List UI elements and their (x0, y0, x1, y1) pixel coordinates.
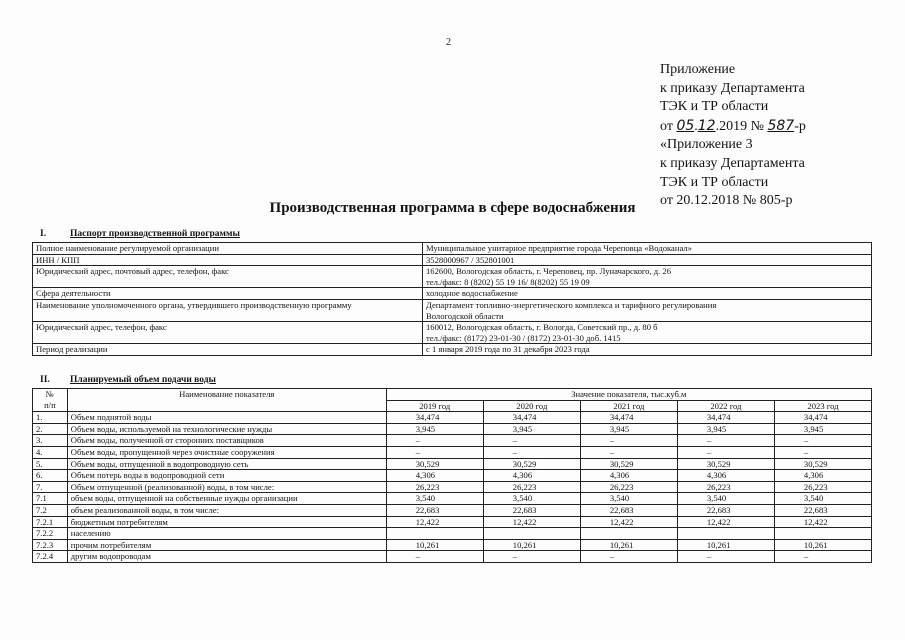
value-cell (483, 470, 580, 482)
value-cell (386, 493, 483, 505)
table-row (33, 551, 872, 563)
value-text: 3,945 (415, 423, 436, 434)
value-text: – (803, 551, 809, 562)
value-text: 3,945 (706, 423, 727, 434)
passport-value-line: 3528000967 / 352801001 (426, 254, 515, 265)
value-cell (774, 516, 871, 528)
passport-label: Сфера деятельности (33, 288, 423, 300)
value-text: – (803, 446, 809, 457)
value-cell (677, 458, 774, 470)
value-cell (580, 516, 677, 528)
value-text: – (803, 435, 809, 446)
value-text: – (706, 551, 712, 562)
value-cell (483, 528, 580, 540)
document-title: Производственная программа в сфере водоснабжения (269, 200, 636, 216)
passport-value-line: Муниципальное унитарное предприятие города Череповца «Водоканал» (426, 243, 692, 253)
value-text: 10,261 (512, 539, 537, 550)
value-cell (677, 481, 774, 493)
passport-value (423, 243, 872, 255)
appendix-line: от 20.12.2018 № 805-р (660, 193, 793, 209)
value-text: 10,261 (706, 539, 731, 550)
row-name: населению (67, 528, 386, 540)
value-text: 26,223 (512, 481, 537, 492)
value-cell (774, 551, 871, 563)
appendix-line: «Приложение 3 (660, 137, 753, 153)
value-text: 12,422 (803, 516, 828, 527)
value-cell (483, 458, 580, 470)
passport-row (33, 344, 872, 356)
value-cell (774, 528, 871, 540)
row-number: 6. (33, 470, 68, 482)
value-cell (677, 493, 774, 505)
header-num-top: № (45, 389, 54, 399)
value-cell (386, 423, 483, 435)
date-prefix: от (660, 118, 673, 134)
passport-row (33, 322, 872, 344)
value-cell (774, 539, 871, 551)
value-cell (774, 446, 871, 458)
value-text: 12,422 (609, 516, 634, 527)
section-title: Паспорт производственной программы (70, 229, 240, 239)
value-cell (774, 423, 871, 435)
value-cell (580, 458, 677, 470)
section-number: II. (40, 375, 50, 385)
column-header-year: 2023 год (774, 400, 871, 412)
value-text: 3,540 (609, 493, 630, 504)
value-text: 4,306 (609, 470, 630, 481)
value-cell (580, 528, 677, 540)
value-text: 30,529 (706, 458, 731, 469)
value-text: – (609, 435, 615, 446)
value-cell (580, 470, 677, 482)
passport-row (33, 299, 872, 321)
value-text: 12,422 (512, 516, 537, 527)
row-name: Объем воды, используемой на технологические нужды (67, 423, 386, 435)
row-number: 3. (33, 435, 68, 447)
appendix-block (660, 61, 806, 211)
appendix-line: ТЭК и ТР области (660, 174, 769, 190)
value-text: – (512, 446, 518, 457)
column-header-year: 2021 год (580, 400, 677, 412)
value-cell (483, 435, 580, 447)
page-number: 2 (446, 37, 451, 48)
value-cell (774, 435, 871, 447)
value-cell (483, 446, 580, 458)
value-cell (386, 481, 483, 493)
table-row (33, 412, 872, 424)
value-cell (483, 493, 580, 505)
value-text: 22,683 (706, 504, 731, 515)
value-text: 3,540 (512, 493, 533, 504)
value-cell (774, 481, 871, 493)
value-text: 26,223 (803, 481, 828, 492)
section-heading (40, 229, 240, 239)
value-text: 30,529 (803, 458, 828, 469)
row-number: 2. (33, 423, 68, 435)
value-cell (386, 539, 483, 551)
handwritten-day: 05 (676, 117, 695, 134)
value-cell (386, 551, 483, 563)
water-volume-table-body (33, 412, 872, 563)
value-cell (483, 481, 580, 493)
table-row (33, 470, 872, 482)
value-cell (386, 446, 483, 458)
table-row (33, 458, 872, 470)
value-cell (386, 470, 483, 482)
value-cell (677, 470, 774, 482)
row-name: Объем воды, полученной от сторонних поставщиков (67, 435, 386, 447)
value-text: 30,529 (415, 458, 440, 469)
value-cell (580, 481, 677, 493)
column-header-year: 2022 год (677, 400, 774, 412)
passport-value (423, 254, 872, 266)
value-cell (677, 446, 774, 458)
passport-value-line: Вологодской области (426, 310, 504, 321)
column-header-year: 2020 год (483, 400, 580, 412)
handwritten-month: 12 (697, 117, 716, 134)
date-separator: . (694, 118, 698, 134)
value-cell (580, 539, 677, 551)
passport-value (423, 344, 872, 356)
value-cell (677, 435, 774, 447)
section-number: I. (40, 229, 47, 239)
column-header-number (33, 389, 68, 412)
row-number: 7.2.4 (33, 551, 68, 563)
order-suffix: -р (794, 118, 806, 134)
row-number: 7. (33, 481, 68, 493)
value-text: – (706, 435, 712, 446)
row-number: 7.2.1 (33, 516, 68, 528)
value-text: 10,261 (803, 539, 828, 550)
table-row (33, 528, 872, 540)
value-text: 3,945 (609, 423, 630, 434)
value-cell (580, 412, 677, 424)
value-cell (677, 551, 774, 563)
value-cell (580, 504, 677, 516)
value-cell (774, 493, 871, 505)
value-text: – (512, 551, 518, 562)
passport-label: Юридический адрес, почтовый адрес, телефон, факс (33, 266, 423, 288)
value-cell (386, 528, 483, 540)
value-text: 26,223 (706, 481, 731, 492)
value-text: 10,261 (415, 539, 440, 550)
value-cell (386, 504, 483, 516)
row-name: Объем поднятой воды (67, 412, 386, 424)
passport-row (33, 254, 872, 266)
value-text: 30,529 (609, 458, 634, 469)
value-cell (580, 446, 677, 458)
value-text: 3,945 (803, 423, 824, 434)
value-cell (677, 539, 774, 551)
header-row (33, 389, 872, 401)
row-number: 7.2.2 (33, 528, 68, 540)
value-text: – (415, 551, 421, 562)
value-cell (677, 423, 774, 435)
appendix-line: к приказу Департамента (660, 155, 805, 171)
value-text: 12,422 (415, 516, 440, 527)
value-text: – (415, 435, 421, 446)
value-text: 34,474 (803, 412, 828, 423)
value-cell (483, 539, 580, 551)
value-text: – (512, 435, 518, 446)
row-number: 7.1 (33, 493, 68, 505)
value-text: 34,474 (415, 412, 440, 423)
value-text: 3,540 (706, 493, 727, 504)
value-text: 4,306 (512, 470, 533, 481)
value-text: 26,223 (415, 481, 440, 492)
row-name: Объем воды, пропущенной через очистные сооружения (67, 446, 386, 458)
passport-value-line: тел./факс: 8 (8202) 55 19 16/ 8(8202) 55 19 09 (426, 276, 590, 287)
passport-value (423, 266, 872, 288)
value-text: 4,306 (706, 470, 727, 481)
value-cell (580, 423, 677, 435)
value-cell (386, 516, 483, 528)
value-text: 12,422 (706, 516, 731, 527)
value-cell (580, 435, 677, 447)
value-text: 22,683 (512, 504, 537, 515)
water-volume-table (32, 388, 872, 563)
table-row (33, 504, 872, 516)
row-number: 7.2.3 (33, 539, 68, 551)
value-text: 3,540 (803, 493, 824, 504)
table-row (33, 539, 872, 551)
table-row (33, 435, 872, 447)
passport-value-line: 162600, Вологодская область, г. Череповец, пр. Луначарского, д. 26 (426, 266, 672, 277)
header-num-bottom: п/п (44, 399, 56, 410)
row-name: объем воды, отпущенной на собственные нужды организации (67, 493, 386, 505)
value-text: 3,540 (415, 493, 436, 504)
value-cell (386, 458, 483, 470)
passport-label: Полное наименование регулируемой организации (33, 243, 423, 255)
value-text: 4,306 (415, 470, 436, 481)
row-number: 5. (33, 458, 68, 470)
passport-value-line: 160012, Вологодская область, г. Вологда, Советский пр., д. 80 б (426, 322, 658, 333)
appendix-line: Приложение (660, 62, 736, 77)
row-number: 4. (33, 446, 68, 458)
passport-value-line: с 1 января 2019 года по 31 декабря 2023 года (426, 344, 590, 355)
passport-row (33, 266, 872, 288)
value-text: – (415, 446, 421, 457)
value-text: 22,683 (609, 504, 634, 515)
passport-label: ИНН / КПП (33, 254, 423, 266)
value-text: – (706, 446, 712, 457)
column-header-value-group: Значение показателя, тыс.куб.м (386, 389, 871, 401)
passport-value-line: тел./факс: (8172) 23-01-30 / (8172) 23-01-30 доб. 1415 (426, 332, 621, 343)
passport-label: Период реализации (33, 344, 423, 356)
row-name: бюджетным потребителям (67, 516, 386, 528)
value-text: 22,683 (415, 504, 440, 515)
passport-value (423, 322, 872, 344)
value-text: 3,945 (512, 423, 533, 434)
appendix-date-line (660, 117, 806, 137)
section-title: Планируемый объем подачи воды (70, 375, 216, 385)
value-cell (386, 435, 483, 447)
value-cell (483, 516, 580, 528)
handwritten-order-number: 587 (767, 117, 795, 134)
column-header-name: Наименование показателя (67, 389, 386, 412)
value-cell (386, 412, 483, 424)
value-cell (580, 551, 677, 563)
value-text: 30,529 (512, 458, 537, 469)
value-cell (677, 412, 774, 424)
row-name: Объем воды, отпущенной в водопроводную сеть (67, 458, 386, 470)
date-year: .2019 № (715, 118, 764, 134)
table-row (33, 423, 872, 435)
row-number: 7.2 (33, 504, 68, 516)
value-cell (774, 470, 871, 482)
value-cell (677, 516, 774, 528)
value-cell (483, 412, 580, 424)
row-name: прочим потребителям (67, 539, 386, 551)
water-volume-table-head (33, 389, 872, 412)
passport-value (423, 299, 872, 321)
value-cell (677, 504, 774, 516)
value-cell (774, 412, 871, 424)
table-row (33, 481, 872, 493)
value-cell (774, 458, 871, 470)
row-name: объем реализованной воды, в том числе: (67, 504, 386, 516)
passport-row (33, 243, 872, 255)
value-cell (483, 504, 580, 516)
value-text: – (609, 446, 615, 457)
table-row (33, 446, 872, 458)
value-text: 34,474 (706, 412, 731, 423)
appendix-line: к приказу Департамента (660, 80, 805, 96)
value-text: 22,683 (803, 504, 828, 515)
passport-label: Юридический адрес, телефон, факс (33, 322, 423, 344)
column-header-year: 2019 год (386, 400, 483, 412)
value-cell (483, 551, 580, 563)
row-name: Объем потерь воды в водопроводной сети (67, 470, 386, 482)
row-number: 1. (33, 412, 68, 424)
row-name: Объем отпущенной (реализованной) воды, в том числе: (67, 481, 386, 493)
value-cell (580, 493, 677, 505)
appendix-line: ТЭК и ТР области (660, 99, 769, 115)
row-name: другим водопроводам (67, 551, 386, 563)
passport-table (32, 242, 872, 356)
passport-value (423, 288, 872, 300)
value-text: 26,223 (609, 481, 634, 492)
passport-row (33, 288, 872, 300)
value-cell (483, 423, 580, 435)
value-text: – (609, 551, 615, 562)
passport-value-line: Департамент топливно-энергетического комплекса и тарифного регулирования (426, 299, 717, 310)
table-row (33, 493, 872, 505)
value-text: 34,474 (609, 412, 634, 423)
value-cell (677, 528, 774, 540)
value-text: 4,306 (803, 470, 824, 481)
passport-label: Наименование уполномоченного органа, утвердившего производственную программу (33, 299, 423, 321)
passport-table-body (33, 243, 872, 356)
section-heading (40, 375, 216, 385)
value-text: 34,474 (512, 412, 537, 423)
passport-value-line: холодное водоснабжение (426, 288, 518, 299)
table-row (33, 516, 872, 528)
value-cell (774, 504, 871, 516)
value-text: 10,261 (609, 539, 634, 550)
